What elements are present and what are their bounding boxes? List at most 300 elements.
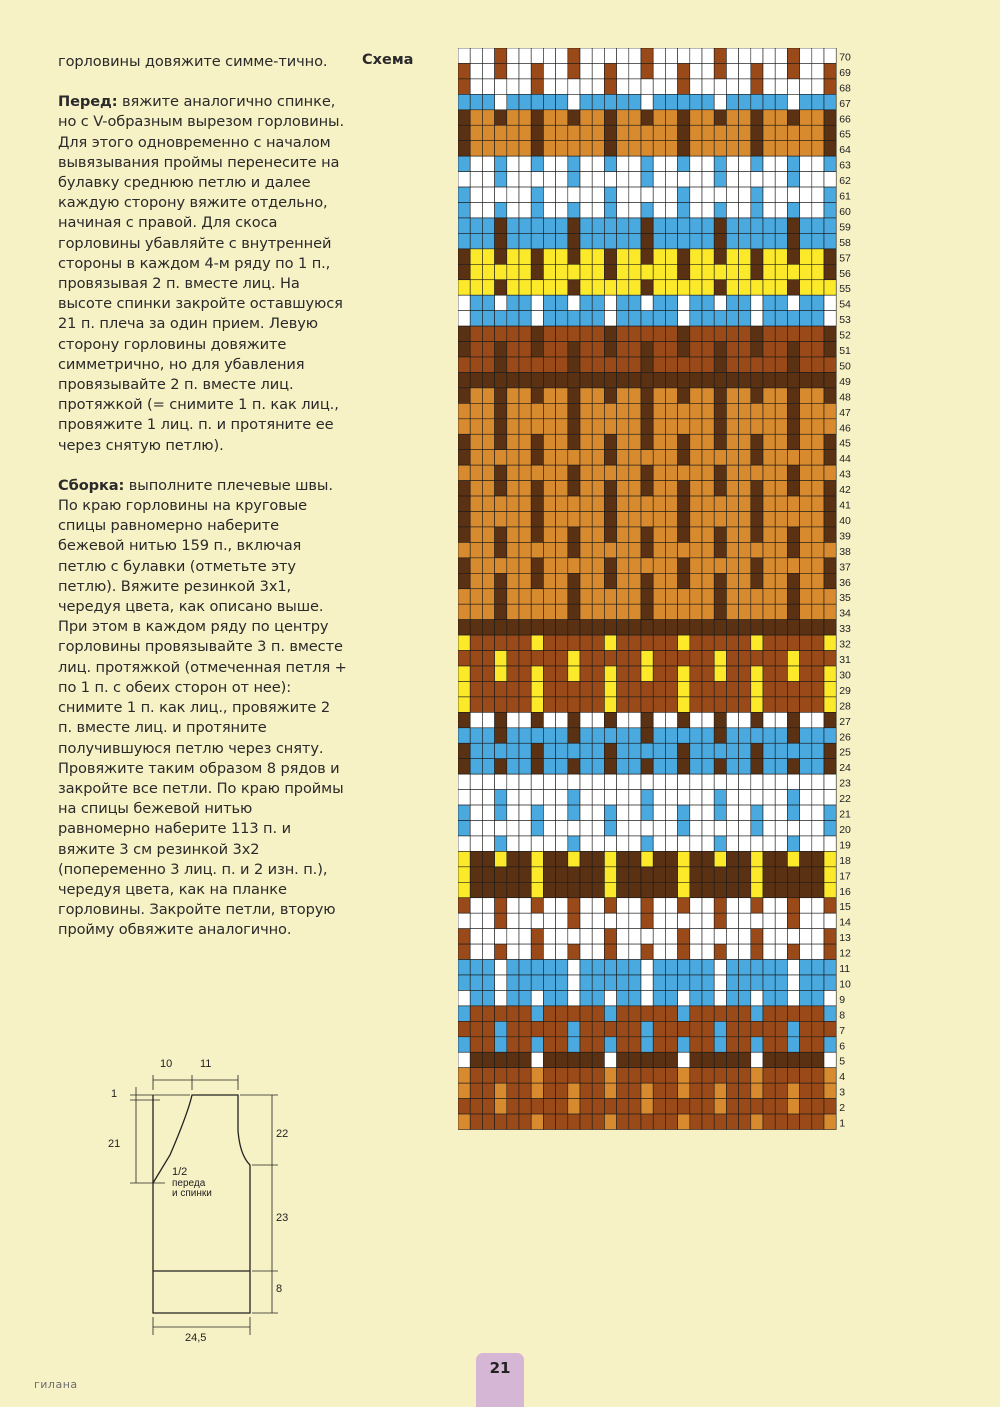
- chart-cell: [629, 110, 641, 125]
- chart-cell: [702, 481, 714, 496]
- chart-cell: [519, 94, 531, 109]
- chart-cell: [812, 805, 824, 820]
- chart-cell: [568, 187, 580, 202]
- chart-cell: [678, 280, 690, 295]
- chart-cell: [787, 94, 799, 109]
- chart-cell: [739, 604, 751, 619]
- chart-cell: [665, 542, 677, 557]
- chart-cell: [629, 450, 641, 465]
- chart-cell: [531, 882, 543, 897]
- chart-cell: [482, 805, 494, 820]
- chart-cell: [568, 604, 580, 619]
- row-label: 54: [839, 298, 851, 311]
- chart-cell: [629, 635, 641, 650]
- chart-cell: [824, 836, 836, 851]
- chart-cell: [775, 450, 787, 465]
- chart-cell: [458, 94, 470, 109]
- chart-cell: [824, 944, 836, 959]
- chart-cell: [568, 388, 580, 403]
- chart-cell: [824, 975, 836, 990]
- chart-cell: [604, 990, 616, 1005]
- row-label: 40: [839, 514, 851, 527]
- chart-cell: [714, 450, 726, 465]
- chart-cell: [556, 589, 568, 604]
- chart-cell: [824, 388, 836, 403]
- chart-cell: [665, 79, 677, 94]
- chart-cell: [690, 759, 702, 774]
- chart-cell: [543, 651, 555, 666]
- chart-cell: [495, 1021, 507, 1036]
- chart-cell: [507, 481, 519, 496]
- chart-cell: [556, 110, 568, 125]
- chart-cell: [568, 1021, 580, 1036]
- chart-cell: [739, 821, 751, 836]
- chart-cell: [568, 156, 580, 171]
- chart-cell: [763, 48, 775, 63]
- chart-cell: [556, 419, 568, 434]
- row-label: 67: [839, 97, 851, 110]
- chart-cell: [714, 63, 726, 78]
- chart-cell: [800, 264, 812, 279]
- chart-cell: [800, 1006, 812, 1021]
- chart-cell: [690, 233, 702, 248]
- chart-cell: [726, 851, 738, 866]
- chart-cell: [714, 635, 726, 650]
- chart-cell: [824, 403, 836, 418]
- chart-cell: [482, 759, 494, 774]
- chart-cell: [568, 589, 580, 604]
- chart-cell: [556, 697, 568, 712]
- chart-cell: [580, 635, 592, 650]
- chart-cell: [800, 975, 812, 990]
- chart-cell: [556, 496, 568, 511]
- chart-cell: [653, 542, 665, 557]
- chart-cell: [800, 48, 812, 63]
- chart-cell: [604, 527, 616, 542]
- chart-cell: [702, 558, 714, 573]
- chart-cell: [775, 434, 787, 449]
- chart-cell: [482, 743, 494, 758]
- chart-cell: [824, 326, 836, 341]
- chart-cell: [531, 712, 543, 727]
- chart-cell: [531, 218, 543, 233]
- chart-cell: [751, 125, 763, 140]
- chart-cell: [739, 388, 751, 403]
- chart-cell: [495, 342, 507, 357]
- chart-cell: [665, 372, 677, 387]
- chart-cell: [568, 48, 580, 63]
- chart-cell: [458, 156, 470, 171]
- chart-cell: [580, 434, 592, 449]
- chart-cell: [641, 264, 653, 279]
- chart-cell: [592, 264, 604, 279]
- chart-cell: [763, 805, 775, 820]
- chart-cell: [775, 681, 787, 696]
- chart-cell: [726, 63, 738, 78]
- chart-cell: [690, 388, 702, 403]
- chart-cell: [458, 1099, 470, 1114]
- chart-cell: [519, 960, 531, 975]
- chart-cell: [641, 666, 653, 681]
- chart-cell: [690, 821, 702, 836]
- chart-cell: [556, 712, 568, 727]
- chart-cell: [824, 187, 836, 202]
- chart-cell: [592, 913, 604, 928]
- chart-cell: [739, 187, 751, 202]
- chart-cell: [775, 357, 787, 372]
- chart-cell: [556, 620, 568, 635]
- chart-cell: [617, 372, 629, 387]
- chart-cell: [690, 851, 702, 866]
- chart-cell: [507, 821, 519, 836]
- chart-cell: [665, 681, 677, 696]
- chart-cell: [482, 434, 494, 449]
- chart-cell: [726, 1114, 738, 1129]
- chart-cell: [556, 790, 568, 805]
- chart-cell: [495, 527, 507, 542]
- chart-cell: [665, 94, 677, 109]
- row-label: 55: [839, 283, 851, 296]
- chart-cell: [739, 295, 751, 310]
- chart-cell: [751, 249, 763, 264]
- chart-cell: [604, 1006, 616, 1021]
- chart-cell: [592, 372, 604, 387]
- row-label: 13: [839, 932, 851, 945]
- chart-cell: [678, 728, 690, 743]
- chart-cell: [629, 697, 641, 712]
- chart-cell: [800, 450, 812, 465]
- chart-cell: [702, 63, 714, 78]
- chart-cell: [592, 465, 604, 480]
- chart-cell: [580, 187, 592, 202]
- chart-cell: [714, 604, 726, 619]
- chart-cell: [775, 882, 787, 897]
- chart-cell: [726, 496, 738, 511]
- chart-cell: [458, 218, 470, 233]
- chart-cell: [592, 512, 604, 527]
- chart-cell: [714, 867, 726, 882]
- chart-cell: [702, 1021, 714, 1036]
- chart-cell: [458, 1083, 470, 1098]
- chart-cell: [690, 1006, 702, 1021]
- chart-cell: [580, 867, 592, 882]
- chart-cell: [714, 898, 726, 913]
- chart-cell: [495, 821, 507, 836]
- chart-cell: [800, 63, 812, 78]
- chart-cell: [653, 867, 665, 882]
- dim-bottom: 24,5: [185, 1332, 207, 1344]
- chart-cell: [800, 512, 812, 527]
- chart-cell: [458, 264, 470, 279]
- chart-cell: [739, 172, 751, 187]
- chart-cell: [763, 450, 775, 465]
- chart-cell: [702, 527, 714, 542]
- chart-cell: [458, 1037, 470, 1052]
- chart-cell: [787, 481, 799, 496]
- chart-cell: [482, 990, 494, 1005]
- chart-cell: [495, 1068, 507, 1083]
- chart-cell: [592, 63, 604, 78]
- chart-cell: [678, 481, 690, 496]
- chart-cell: [617, 172, 629, 187]
- chart-cell: [824, 264, 836, 279]
- chart-cell: [592, 681, 604, 696]
- chart-cell: [775, 851, 787, 866]
- chart-cell: [604, 156, 616, 171]
- chart-cell: [787, 620, 799, 635]
- chart-cell: [812, 481, 824, 496]
- chart-cell: [751, 481, 763, 496]
- chart-cell: [678, 187, 690, 202]
- chart-cell: [543, 63, 555, 78]
- chart-cell: [531, 295, 543, 310]
- chart-cell: [543, 1037, 555, 1052]
- chart-cell: [775, 990, 787, 1005]
- chart-cell: [739, 450, 751, 465]
- chart-cell: [726, 434, 738, 449]
- chart-cell: [763, 125, 775, 140]
- chart-cell: [580, 929, 592, 944]
- chart-cell: [665, 836, 677, 851]
- chart-cell: [470, 203, 482, 218]
- chart-cell: [641, 867, 653, 882]
- chart-cell: [812, 295, 824, 310]
- chart-cell: [653, 1068, 665, 1083]
- chart-cell: [812, 141, 824, 156]
- chart-cell: [714, 388, 726, 403]
- chart-cell: [763, 573, 775, 588]
- diagram-label-3: и спинки: [172, 1188, 212, 1199]
- chart-cell: [665, 712, 677, 727]
- chart-cell: [604, 172, 616, 187]
- chart-cell: [495, 913, 507, 928]
- chart-cell: [556, 635, 568, 650]
- chart-cell: [482, 944, 494, 959]
- chart-cell: [800, 311, 812, 326]
- chart-cell: [592, 419, 604, 434]
- chart-cell: [726, 156, 738, 171]
- chart-cell: [702, 960, 714, 975]
- chart-cell: [495, 94, 507, 109]
- chart-cell: [641, 960, 653, 975]
- chart-cell: [470, 589, 482, 604]
- chart-cell: [714, 558, 726, 573]
- chart-cell: [678, 512, 690, 527]
- chart-cell: [519, 141, 531, 156]
- chart-cell: [519, 604, 531, 619]
- chart-cell: [482, 1083, 494, 1098]
- chart-cell: [653, 975, 665, 990]
- front-paragraph: [58, 92, 348, 456]
- chart-cell: [726, 589, 738, 604]
- chart-cell: [787, 434, 799, 449]
- row-label: 58: [839, 236, 851, 249]
- chart-cell: [495, 867, 507, 882]
- chart-cell: [775, 929, 787, 944]
- chart-cell: [751, 681, 763, 696]
- chart-cell: [763, 481, 775, 496]
- chart-cell: [543, 450, 555, 465]
- chart-cell: [653, 697, 665, 712]
- chart-cell: [653, 48, 665, 63]
- chart-cell: [763, 743, 775, 758]
- chart-cell: [495, 589, 507, 604]
- chart-cell: [531, 635, 543, 650]
- chart-cell: [495, 728, 507, 743]
- chart-cell: [519, 79, 531, 94]
- chart-cell: [482, 264, 494, 279]
- chart-cell: [592, 1006, 604, 1021]
- chart-cell: [751, 1083, 763, 1098]
- chart-cell: [458, 295, 470, 310]
- chart-cell: [507, 450, 519, 465]
- chart-cell: [519, 1021, 531, 1036]
- chart-cell: [629, 203, 641, 218]
- chart-cell: [641, 63, 653, 78]
- chart-cell: [507, 372, 519, 387]
- chart-cell: [775, 295, 787, 310]
- chart-cell: [714, 882, 726, 897]
- chart-cell: [726, 743, 738, 758]
- chart-cell: [556, 558, 568, 573]
- chart-cell: [665, 342, 677, 357]
- chart-cell: [543, 990, 555, 1005]
- chart-cell: [714, 141, 726, 156]
- chart-cell: [824, 372, 836, 387]
- chart-cell: [470, 697, 482, 712]
- chart-cell: [568, 311, 580, 326]
- chart-cell: [665, 249, 677, 264]
- chart-cell: [665, 589, 677, 604]
- chart-cell: [531, 481, 543, 496]
- chart-cell: [556, 233, 568, 248]
- chart-cell: [482, 419, 494, 434]
- chart-cell: [617, 326, 629, 341]
- chart-cell: [629, 836, 641, 851]
- chart-cell: [507, 233, 519, 248]
- chart-cell: [775, 403, 787, 418]
- chart-cell: [604, 960, 616, 975]
- chart-cell: [690, 960, 702, 975]
- chart-cell: [543, 728, 555, 743]
- chart-cell: [787, 403, 799, 418]
- chart-cell: [580, 233, 592, 248]
- chart-cell: [507, 203, 519, 218]
- chart-cell: [739, 1099, 751, 1114]
- chart-cell: [751, 342, 763, 357]
- chart-cell: [653, 79, 665, 94]
- chart-cell: [556, 1052, 568, 1067]
- chart-cell: [800, 233, 812, 248]
- chart-cell: [739, 666, 751, 681]
- chart-cell: [653, 357, 665, 372]
- chart-cell: [702, 125, 714, 140]
- chart-cell: [678, 821, 690, 836]
- chart-cell: [678, 573, 690, 588]
- chart-cell: [739, 357, 751, 372]
- chart-cell: [812, 697, 824, 712]
- chart-cell: [665, 48, 677, 63]
- chart-cell: [629, 1037, 641, 1052]
- chart-cell: [787, 110, 799, 125]
- chart-cell: [763, 79, 775, 94]
- chart-cell: [714, 712, 726, 727]
- chart-cell: [568, 651, 580, 666]
- chart-cell: [629, 821, 641, 836]
- chart-cell: [812, 743, 824, 758]
- chart-cell: [824, 898, 836, 913]
- chart-cell: [751, 975, 763, 990]
- chart-cell: [824, 1006, 836, 1021]
- chart-cell: [702, 187, 714, 202]
- chart-cell: [812, 156, 824, 171]
- chart-cell: [775, 48, 787, 63]
- chart-cell: [458, 898, 470, 913]
- chart-cell: [543, 898, 555, 913]
- chart-cell: [629, 589, 641, 604]
- chart-cell: [702, 496, 714, 511]
- chart-cell: [690, 172, 702, 187]
- chart-cell: [604, 481, 616, 496]
- chart-cell: [702, 913, 714, 928]
- chart-cell: [678, 542, 690, 557]
- chart-cell: [531, 388, 543, 403]
- chart-cell: [653, 295, 665, 310]
- row-label: 34: [839, 607, 851, 620]
- chart-cell: [641, 187, 653, 202]
- chart-cell: [641, 728, 653, 743]
- chart-cell: [556, 666, 568, 681]
- chart-cell: [556, 1021, 568, 1036]
- chart-cell: [495, 882, 507, 897]
- chart-cell: [604, 1021, 616, 1036]
- chart-cell: [800, 326, 812, 341]
- chart-cell: [775, 156, 787, 171]
- chart-cell: [726, 357, 738, 372]
- row-label: 28: [839, 700, 851, 713]
- chart-cell: [653, 573, 665, 588]
- chart-cell: [775, 913, 787, 928]
- chart-cell: [568, 295, 580, 310]
- chart-cell: [726, 1099, 738, 1114]
- chart-cell: [617, 496, 629, 511]
- chart-cell: [495, 944, 507, 959]
- chart-cell: [592, 218, 604, 233]
- chart-cell: [543, 1083, 555, 1098]
- chart-cell: [653, 419, 665, 434]
- row-label: 36: [839, 576, 851, 589]
- chart-cell: [812, 635, 824, 650]
- chart-cell: [629, 249, 641, 264]
- chart-cell: [714, 573, 726, 588]
- chart-cell: [629, 929, 641, 944]
- chart-cell: [458, 882, 470, 897]
- chart-cell: [482, 666, 494, 681]
- chart-cell: [702, 573, 714, 588]
- chart-cell: [507, 280, 519, 295]
- chart-cell: [775, 110, 787, 125]
- chart-cell: [470, 311, 482, 326]
- chart-cell: [641, 110, 653, 125]
- chart-cell: [751, 898, 763, 913]
- chart-cell: [458, 681, 470, 696]
- chart-cell: [556, 465, 568, 480]
- chart-cell: [543, 542, 555, 557]
- chart-cell: [751, 434, 763, 449]
- chart-cell: [592, 1021, 604, 1036]
- chart-cell: [653, 774, 665, 789]
- chart-cell: [812, 790, 824, 805]
